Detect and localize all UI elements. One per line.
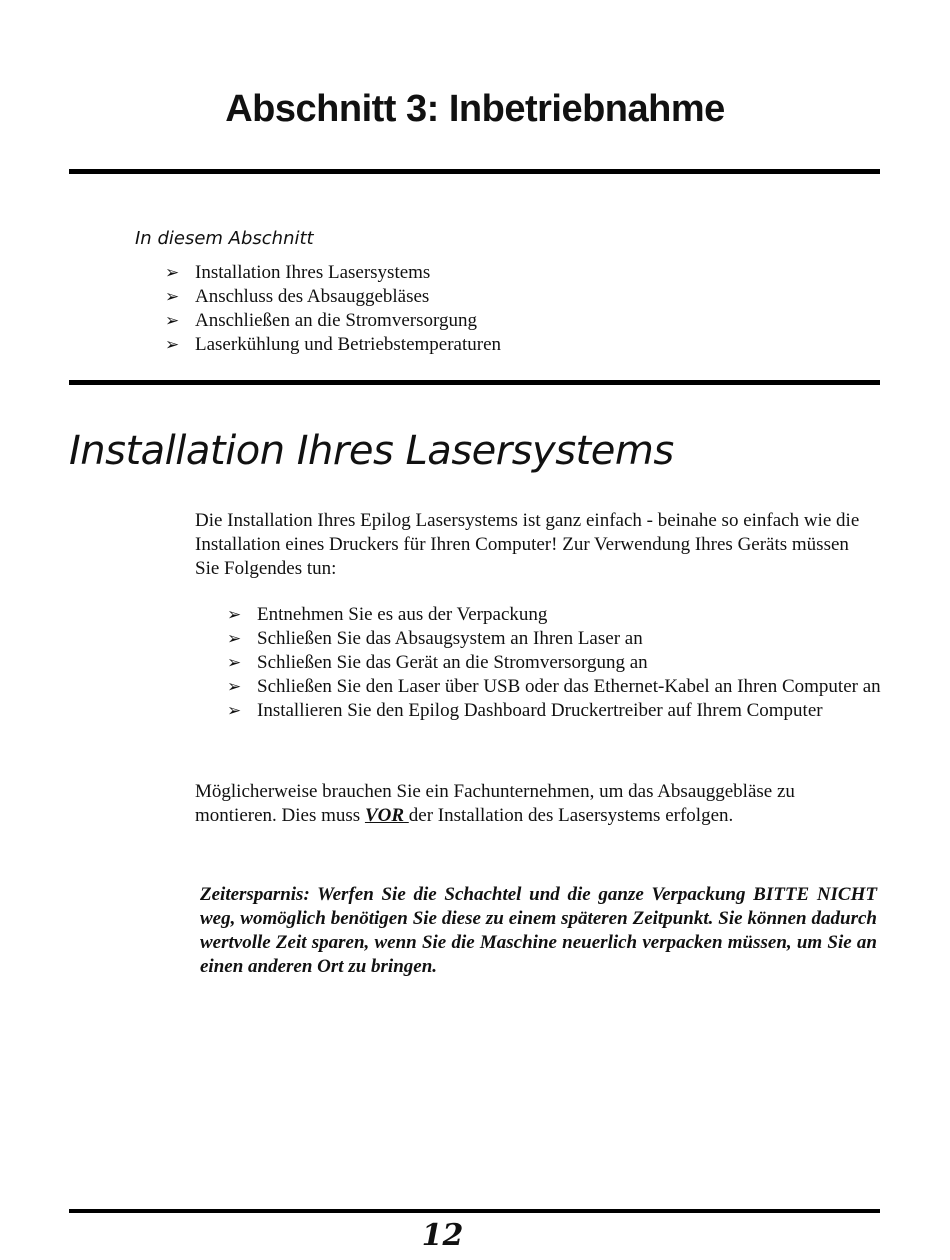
toc-item <box>165 309 501 333</box>
toc-item <box>165 261 501 285</box>
arrowhead-bullet-icon: ➢ <box>227 701 242 721</box>
toc-item-label: Anschließen an die Stromversorgung <box>195 310 477 331</box>
step-label: Schließen Sie das Gerät an die Stromversorgung an <box>257 652 648 673</box>
arrowhead-bullet-icon: ➢ <box>227 677 242 697</box>
footer-divider <box>69 1209 880 1213</box>
steps-list <box>227 603 887 723</box>
toc-item-label: Laserkühlung und Betriebstemperaturen <box>195 334 502 355</box>
toc-item <box>165 285 501 309</box>
time-saving-tip: Zeitersparnis: Werfen Sie die Schachtel und die ganze Verpackung BITTE NICHT weg, womöglich benötigen Sie diese zu einem späteren Zeitpunkt. Sie können dadurch wertvolle Zeit sparen, wenn Sie die Maschine neuerlich verpacken müssen, um Sie an einen anderen Ort zu bringen. <box>200 884 877 977</box>
step-item <box>227 699 887 723</box>
step-label: Entnehmen Sie es aus der Verpackung <box>257 604 548 625</box>
emphasis-before: VOR <box>364 805 409 826</box>
prerequisite-paragraph <box>195 780 875 828</box>
arrowhead-bullet-icon: ➢ <box>165 287 180 307</box>
arrowhead-bullet-icon: ➢ <box>165 335 180 355</box>
prerequisite-text-end: der Installation des Lasersystems erfolgen. <box>408 805 734 826</box>
step-item <box>227 675 887 699</box>
prerequisite-text-start: Möglicherweise brauchen Sie ein Fachunternehmen, um das Absauggebläse zu montieren. Dies muss <box>195 781 795 826</box>
step-item <box>227 627 887 651</box>
toc-divider <box>69 380 880 385</box>
step-label: Installieren Sie den Epilog Dashboard Druckertreiber auf Ihrem Computer <box>257 700 823 721</box>
page-title: Abschnitt 3: Inbetriebnahme <box>225 88 725 130</box>
step-item <box>227 603 887 627</box>
arrowhead-bullet-icon: ➢ <box>227 653 242 673</box>
step-item <box>227 651 887 675</box>
arrowhead-bullet-icon: ➢ <box>165 311 180 331</box>
page-number: 12 <box>421 1218 464 1253</box>
arrowhead-bullet-icon: ➢ <box>165 263 180 283</box>
step-label: Schließen Sie das Absaugsystem an Ihren Laser an <box>257 628 643 649</box>
section-heading: Installation Ihres Lasersystems <box>69 428 674 474</box>
arrowhead-bullet-icon: ➢ <box>227 605 242 625</box>
toc-heading: In diesem Abschnitt <box>135 228 314 249</box>
toc-item <box>165 333 502 357</box>
top-divider <box>69 169 880 174</box>
toc-item-label: Anschluss des Absauggebläses <box>195 286 430 307</box>
step-label: Schließen Sie den Laser über USB oder das Ethernet-Kabel an Ihren Computer an <box>257 676 881 697</box>
intro-paragraph: Die Installation Ihres Epilog Lasersystems ist ganz einfach - beinahe so einfach wie die Installation eines Druckers für Ihren Computer! Zur Verwendung Ihres Geräts müssen Sie Folgendes tun: <box>195 510 860 579</box>
toc-item-label: Installation Ihres Lasersystems <box>195 262 431 283</box>
arrowhead-bullet-icon: ➢ <box>227 629 242 649</box>
toc-list <box>165 261 502 357</box>
